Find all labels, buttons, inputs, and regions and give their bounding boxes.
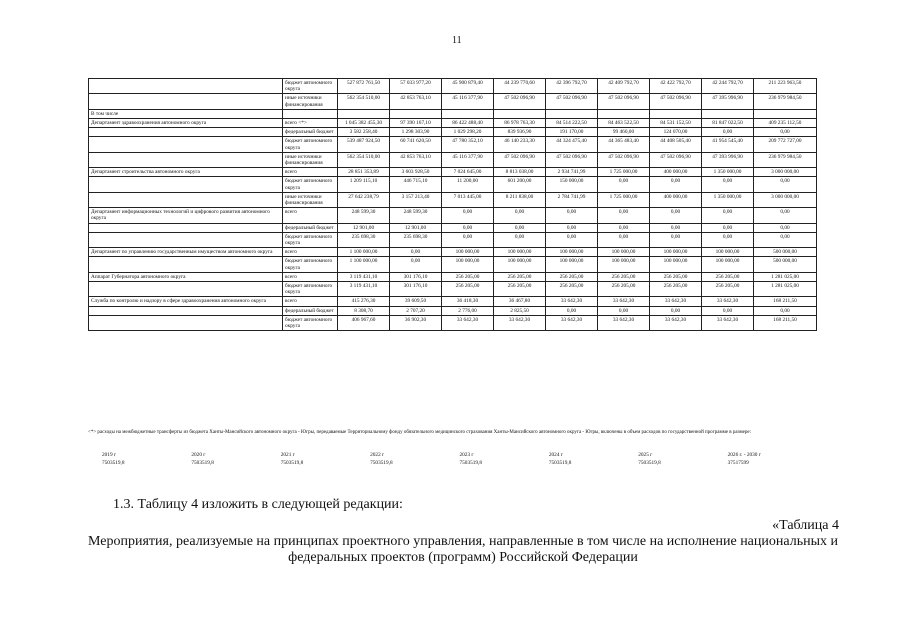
funding-source-cell: федеральный бюджет (283, 306, 338, 315)
amount-cell: 256 205,00 (598, 272, 650, 281)
amount-cell: 235 698,30 (338, 232, 390, 247)
amount-cell (702, 109, 754, 118)
amount-cell: 11 200,00 (442, 177, 494, 192)
funding-source-cell: всего (283, 297, 338, 306)
amount-cell: 33 642,30 (598, 297, 650, 306)
department-cell (89, 128, 283, 137)
table-row (89, 248, 817, 257)
amount-cell: 1 350 000,00 (702, 168, 754, 177)
department-cell (89, 79, 283, 94)
amount-cell: 500 000,00 (754, 257, 817, 272)
amount-cell: 0,00 (754, 306, 817, 315)
amount-cell: 86 422 488,40 (442, 119, 494, 128)
amount-cell (650, 109, 702, 118)
amount-cell: 8 211 838,00 (494, 192, 546, 207)
amount-cell: 0,00 (546, 306, 598, 315)
amount-cell: 3 000 000,00 (754, 168, 817, 177)
amount-cell: 7 024 645,00 (442, 168, 494, 177)
year-label: 2025 г (638, 452, 653, 458)
amount-cell: 446 715,10 (390, 177, 442, 192)
funding-source-cell: всего <*> (283, 119, 338, 128)
table-row (89, 208, 817, 223)
table-row (89, 119, 817, 128)
funding-source-cell: бюджет автономного округа (283, 282, 338, 297)
year-amount: 7503519,8 (102, 460, 125, 466)
year-label: 2019 г (102, 452, 117, 458)
amount-cell: 1 100 000,00 (338, 248, 390, 257)
amount-cell: 415 276,30 (338, 297, 390, 306)
amount-cell: 44 239 770,60 (494, 79, 546, 94)
year-amount: 7503519,8 (459, 460, 483, 466)
amount-cell (390, 109, 442, 118)
amount-cell: 100 000,00 (650, 257, 702, 272)
amount-cell: 1 100 000,00 (338, 257, 390, 272)
amount-cell: 47 502 096,90 (650, 152, 702, 167)
amount-cell: 3 000 000,00 (754, 192, 817, 207)
amount-cell: 0,00 (546, 208, 598, 223)
amount-cell: 0,00 (598, 306, 650, 315)
table-row (89, 257, 817, 272)
amount-cell: 97 390 167,10 (390, 119, 442, 128)
amount-cell: 0,00 (650, 177, 702, 192)
amount-cell: 400 000,00 (650, 192, 702, 207)
amount-cell: 3 582 258,40 (338, 128, 390, 137)
table-row (89, 232, 817, 247)
department-cell (89, 223, 283, 232)
table-row (89, 109, 817, 118)
funding-source-cell: иные источники финансирования (283, 192, 338, 207)
amount-cell: 47 393 996,90 (702, 152, 754, 167)
amount-cell: 2 784 741,99 (546, 192, 598, 207)
funding-source-cell: всего (283, 168, 338, 177)
amount-cell: 33 642,30 (546, 315, 598, 330)
department-cell (89, 177, 283, 192)
amount-cell: 60 741 620,50 (390, 137, 442, 152)
department-cell (89, 306, 283, 315)
amount-cell: 100 000,00 (442, 248, 494, 257)
funding-source-cell: федеральный бюджет (283, 223, 338, 232)
table-row (89, 128, 817, 137)
year-label: 2021 г (280, 452, 295, 458)
amount-cell: 86 978 763,30 (494, 119, 546, 128)
amount-cell: 0,00 (702, 223, 754, 232)
funding-source-cell: бюджет автономного округа (283, 79, 338, 94)
year-amount: 7503519,8 (370, 460, 393, 466)
amount-cell: 256 205,00 (650, 282, 702, 297)
amount-cell: 7 013 445,00 (442, 192, 494, 207)
department-cell (89, 232, 283, 247)
table-row (89, 79, 817, 94)
table-row (89, 272, 817, 281)
yearly-transfers (100, 451, 815, 467)
amount-cell: 45 116 377,90 (442, 94, 494, 109)
table-title: Мероприятия, реализуемые на принципах проектного управления, направленные в том числе на исполнение национальных и федеральных проектов (программ) Российской Федерации (88, 534, 838, 565)
amount-cell: 100 000,00 (702, 248, 754, 257)
amount-cell: 0,00 (494, 232, 546, 247)
amount-cell: 42 409 792,70 (598, 79, 650, 94)
amount-cell: 42 853 763,10 (390, 152, 442, 167)
amount-cell: 33 642,30 (650, 315, 702, 330)
amount-cell: 8 308,70 (338, 306, 390, 315)
funding-source-cell: иные источники финансирования (283, 152, 338, 167)
amount-cell: 1 281 025,00 (754, 282, 817, 297)
amount-cell: 47 502 096,90 (546, 94, 598, 109)
amount-cell: 0,00 (702, 306, 754, 315)
amount-cell: 236 979 984,50 (754, 94, 817, 109)
amount-cell: 39 609,50 (390, 297, 442, 306)
funding-source-cell: всего (283, 208, 338, 223)
amount-cell: 124 070,00 (650, 128, 702, 137)
table-row (89, 152, 817, 167)
amount-cell: 0,00 (650, 223, 702, 232)
amount-cell: 409 235 112,50 (754, 119, 817, 128)
amount-cell: 2 776,00 (442, 306, 494, 315)
amount-cell: 0,00 (702, 128, 754, 137)
amount-cell: 0,00 (494, 208, 546, 223)
amount-cell: 1 298 303,90 (390, 128, 442, 137)
funding-source-cell (283, 109, 338, 118)
amount-cell: 256 205,00 (546, 272, 598, 281)
amount-cell: 1 725 000,00 (598, 192, 650, 207)
amount-cell: 0,00 (754, 177, 817, 192)
amount-cell: 539 487 924,50 (338, 137, 390, 152)
table-row (89, 315, 817, 330)
amount-cell: 0,00 (650, 232, 702, 247)
amount-cell: 12 901,00 (338, 223, 390, 232)
funding-source-cell: бюджет автономного округа (283, 177, 338, 192)
amount-cell: 100 000,00 (702, 257, 754, 272)
amount-cell: 236 979 984,50 (754, 152, 817, 167)
amount-cell: 235 698,30 (390, 232, 442, 247)
amount-cell: 100 000,00 (442, 257, 494, 272)
amount-cell: 3 603 928,50 (390, 168, 442, 177)
amount-cell (442, 109, 494, 118)
funding-source-cell: иные источники финансирования (283, 94, 338, 109)
department-cell: Департамент по управлению государственным имуществом автономного округа (89, 248, 283, 257)
department-cell: Департамент строительства автономного округа (89, 168, 283, 177)
year-label: 2024 г (548, 452, 563, 458)
amount-cell: 0,00 (702, 177, 754, 192)
amount-cell: 45 116 377,90 (442, 152, 494, 167)
amount-cell: 33 642,30 (702, 315, 754, 330)
department-cell (89, 137, 283, 152)
amount-cell: 2 825,50 (494, 306, 546, 315)
department-cell: В том числе (89, 109, 283, 118)
amount-cell: 1 029 298,20 (442, 128, 494, 137)
amount-cell: 1 281 025,00 (754, 272, 817, 281)
year-amount: 7503519,8 (191, 460, 214, 466)
department-cell: Департамент информационных технологий и цифрового развития автономного округа (89, 208, 283, 223)
amount-cell (598, 109, 650, 118)
department-cell (89, 257, 283, 272)
amount-cell: 100 000,00 (546, 257, 598, 272)
year-label: 2023 г (459, 452, 474, 458)
amount-cell: 42 853 763,10 (390, 94, 442, 109)
amount-cell: 400 000,00 (650, 168, 702, 177)
amount-cell: 47 502 096,90 (598, 94, 650, 109)
amount-cell: 27 642 238,79 (338, 192, 390, 207)
amount-cell: 33 642,30 (598, 315, 650, 330)
amount-cell: 256 205,00 (702, 272, 754, 281)
amount-cell: 28 851 353,89 (338, 168, 390, 177)
amount-cell: 33 642,30 (442, 315, 494, 330)
amount-cell: 500 000,00 (754, 248, 817, 257)
amount-cell: 84 463 522,50 (598, 119, 650, 128)
amount-cell: 256 205,00 (598, 282, 650, 297)
amount-cell: 100 000,00 (598, 248, 650, 257)
amount-cell: 42 244 792,70 (702, 79, 754, 94)
department-cell (89, 282, 283, 297)
amount-cell (754, 109, 817, 118)
amount-cell: 3 119 431,10 (338, 272, 390, 281)
department-cell: Служба по контролю и надзору в сфере здравоохранения автономного округа (89, 297, 283, 306)
table-row (89, 282, 817, 297)
amount-cell: 0,00 (754, 208, 817, 223)
amount-cell: 0,00 (390, 248, 442, 257)
table-row (89, 297, 817, 306)
amount-cell: 44 408 505,40 (650, 137, 702, 152)
funding-source-cell: бюджет автономного округа (283, 315, 338, 330)
amount-cell: 33 642,30 (494, 315, 546, 330)
amount-cell: 47 395 996,90 (702, 94, 754, 109)
amount-cell: 0,00 (702, 208, 754, 223)
amount-cell: 0,00 (546, 223, 598, 232)
amount-cell: 42 396 792,70 (546, 79, 598, 94)
funding-source-cell: бюджет автономного округа (283, 232, 338, 247)
amount-cell: 41 954 545,40 (702, 137, 754, 152)
table-row (89, 177, 817, 192)
year-amount: 7503519,8 (280, 460, 304, 466)
table-row (89, 94, 817, 109)
amount-cell: 0,00 (754, 223, 817, 232)
amount-cell: 47 502 096,90 (650, 94, 702, 109)
funding-source-cell: всего (283, 248, 338, 257)
amount-cell: 839 936,90 (494, 128, 546, 137)
budget-table (88, 78, 817, 331)
amount-cell: 33 642,30 (546, 297, 598, 306)
amount-cell: 0,00 (598, 232, 650, 247)
amount-cell: 45 900 879,40 (442, 79, 494, 94)
amount-cell: 100 000,00 (650, 248, 702, 257)
amount-cell: 256 205,00 (494, 272, 546, 281)
amount-cell: 0,00 (442, 208, 494, 223)
amount-cell (546, 109, 598, 118)
amount-cell: 81 847 022,50 (702, 119, 754, 128)
amount-cell: 33 642,30 (650, 297, 702, 306)
amount-cell: 0,00 (650, 306, 702, 315)
amount-cell: 0,00 (754, 128, 817, 137)
amount-cell: 57 033 977,20 (390, 79, 442, 94)
amount-cell: 0,00 (546, 232, 598, 247)
amount-cell: 527 872 761,50 (338, 79, 390, 94)
amount-cell: 36 467,80 (494, 297, 546, 306)
department-cell: Департамент здравоохранения автономного округа (89, 119, 283, 128)
amount-cell: 0,00 (754, 232, 817, 247)
amount-cell (338, 109, 390, 118)
table-row (89, 137, 817, 152)
amount-cell: 601 200,00 (494, 177, 546, 192)
amount-cell: 562 354 510,00 (338, 152, 390, 167)
amount-cell: 47 780 352,10 (442, 137, 494, 152)
amount-cell: 2 707,20 (390, 306, 442, 315)
amount-cell: 248 599,30 (338, 208, 390, 223)
amount-cell: 47 502 096,90 (494, 94, 546, 109)
table-row (89, 223, 817, 232)
amount-cell: 42 422 792,70 (650, 79, 702, 94)
year-amount: 7503519,8 (638, 460, 661, 466)
amount-cell: 1 209 115,10 (338, 177, 390, 192)
amount-cell: 44 365 483,40 (598, 137, 650, 152)
amount-cell: 47 502 096,90 (546, 152, 598, 167)
funding-source-cell: федеральный бюджет (283, 128, 338, 137)
amount-cell: 99 460,00 (598, 128, 650, 137)
year-amount: 37517599 (727, 460, 749, 466)
amount-cell: 2 934 741,99 (546, 168, 598, 177)
amount-cell: 209 772 727,00 (754, 137, 817, 152)
amount-cell: 168 211,50 (754, 297, 817, 306)
amount-cell: 0,00 (442, 223, 494, 232)
amount-cell: 0,00 (598, 208, 650, 223)
amount-cell: 301 176,10 (390, 282, 442, 297)
amount-cell: 0,00 (598, 177, 650, 192)
amount-cell: 36 902,30 (390, 315, 442, 330)
amount-cell: 248 599,30 (390, 208, 442, 223)
table-row (89, 192, 817, 207)
amount-cell: 100 000,00 (494, 257, 546, 272)
amount-cell: 1 350 000,00 (702, 192, 754, 207)
amount-cell: 100 000,00 (546, 248, 598, 257)
amount-cell: 3 157 213,40 (390, 192, 442, 207)
department-cell (89, 192, 283, 207)
amount-cell: 0,00 (702, 232, 754, 247)
amount-cell: 256 205,00 (494, 282, 546, 297)
amount-cell: 211 223 963,50 (754, 79, 817, 94)
amount-cell: 12 901,00 (390, 223, 442, 232)
amount-cell: 150 000,00 (546, 177, 598, 192)
year-amount: 7503519,8 (548, 460, 572, 466)
footnote: <*> расходы на межбюджетные трансферты из бюджета Ханты-Мансийского автономного округа - Югры, передаваемые Территориальному фонду обязательного медицинского страхования Ханты-Мансийского автономного округа - Югры, включены в объем расходов по государственной программе в размере: (88, 430, 751, 435)
page-number: 11 (452, 35, 462, 46)
year-label: 2026 г. - 2030 г (727, 452, 761, 458)
amount-cell: 46 140 233,30 (494, 137, 546, 152)
amount-cell: 3 119 431,10 (338, 282, 390, 297)
funding-source-cell: бюджет автономного округа (283, 257, 338, 272)
department-cell (89, 152, 283, 167)
table-label: «Таблица 4 (772, 518, 839, 533)
table-row (89, 168, 817, 177)
amount-cell: 33 642,30 (702, 297, 754, 306)
amount-cell: 256 205,00 (546, 282, 598, 297)
department-cell (89, 315, 283, 330)
table-row (89, 306, 817, 315)
amount-cell: 0,00 (390, 257, 442, 272)
amount-cell: 0,00 (650, 208, 702, 223)
amount-cell: 406 967,60 (338, 315, 390, 330)
year-label: 2022 г (370, 452, 385, 458)
amount-cell: 84 531 152,50 (650, 119, 702, 128)
amount-cell: 0,00 (494, 223, 546, 232)
amount-cell: 256 205,00 (650, 272, 702, 281)
amount-cell: 8 813 038,00 (494, 168, 546, 177)
amount-cell: 36 418,30 (442, 297, 494, 306)
amendment-instruction: 1.3. Таблицу 4 изложить в следующей редакции: (113, 497, 403, 512)
amount-cell: 256 205,00 (702, 282, 754, 297)
amount-cell: 256 205,00 (442, 282, 494, 297)
amount-cell: 100 000,00 (598, 257, 650, 272)
amount-cell: 191 170,00 (546, 128, 598, 137)
amount-cell: 256 205,00 (442, 272, 494, 281)
amount-cell: 168 211,50 (754, 315, 817, 330)
amount-cell (494, 109, 546, 118)
amount-cell: 1 725 000,00 (598, 168, 650, 177)
amount-cell: 47 502 096,90 (598, 152, 650, 167)
amount-cell: 562 354 510,00 (338, 94, 390, 109)
department-cell (89, 94, 283, 109)
year-label: 2020 г (191, 452, 206, 458)
amount-cell: 301 176,10 (390, 272, 442, 281)
funding-source-cell: бюджет автономного округа (283, 137, 338, 152)
funding-source-cell: всего (283, 272, 338, 281)
amount-cell: 1 045 382 455,30 (338, 119, 390, 128)
amount-cell: 0,00 (598, 223, 650, 232)
amount-cell: 84 514 222,50 (546, 119, 598, 128)
department-cell: Аппарат Губернатора автономного округа (89, 272, 283, 281)
amount-cell: 100 000,00 (494, 248, 546, 257)
amount-cell: 47 502 096,90 (494, 152, 546, 167)
amount-cell: 0,00 (442, 232, 494, 247)
amount-cell: 44 324 475,40 (546, 137, 598, 152)
